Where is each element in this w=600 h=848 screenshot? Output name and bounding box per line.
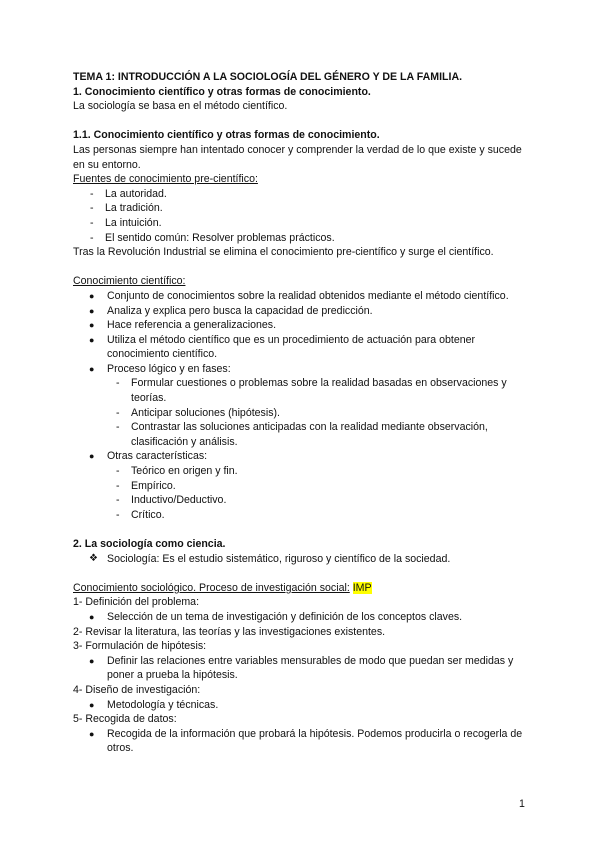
list-item: - La intuición. [90, 216, 162, 229]
section-1-1-paragraph: Las personas siempre han intentado conocer y comprender la verdad de lo que existe y sucede en su entorno. [73, 143, 522, 171]
list-item: - Anticipar soluciones (hipótesis). [116, 406, 280, 419]
list-item: - Formular cuestiones o problemas sobre la realidad basadas en observaciones y teorías. [116, 377, 507, 405]
list-item: - Empírico. [116, 479, 176, 492]
list-item: ● Conjunto de conocimientos sobre la realidad obtenidos mediante el método científico. [89, 289, 509, 302]
list-item: - Crítico. [116, 508, 165, 521]
research-step: 3- Formulación de hipótesis: [73, 640, 207, 653]
list-item: ● Otras características: [89, 450, 208, 463]
industrial-revolution-note: Tras la Revolución Industrial se elimina el conocimiento pre-científico y surge el científico. [73, 246, 494, 259]
list-item: - La autoridad. [90, 187, 167, 200]
research-step: 5- Recogida de datos: [73, 713, 177, 726]
list-item: - Inductivo/Deductivo. [116, 494, 227, 507]
list-item: ● Proceso lógico y en fases: [89, 362, 231, 375]
list-item: - La tradición. [90, 202, 163, 215]
list-item: - Teórico en origen y fin. [116, 465, 238, 478]
research-process-label: Conocimiento sociológico. Proceso de investigación social: IMP [73, 581, 372, 594]
research-step: 2- Revisar la literatura, las teorías y las investigaciones existentes. [73, 625, 386, 638]
document-title: TEMA 1: INTRODUCCIÓN A LA SOCIOLOGÍA DEL GÉNERO Y DE LA FAMILIA. [73, 71, 463, 83]
list-item: ● Metodología y técnicas. [89, 698, 219, 711]
list-item: - El sentido común: Resolver problemas prácticos. [90, 231, 335, 244]
list-item: - Contrastar las soluciones anticipadas con la realidad mediante observación, clasificación y análisis. [116, 421, 488, 448]
list-item: ● Recogida de la información que probará la hipótesis. Podemos producirla o recogerla de otros. [89, 727, 523, 755]
research-step: 4- Diseño de investigación: [73, 683, 201, 696]
list-item: ● Hace referencia a generalizaciones. [89, 319, 277, 332]
document-page [73, 70, 533, 756]
list-item: ● Utiliza el método científico que es un procedimiento de actuación para obtener conocimiento científico. [89, 333, 476, 361]
list-item: ❖ Sociología: Es el estudio sistemático, riguroso y científico de la sociedad. [89, 552, 451, 565]
scientific-knowledge-label: Conocimiento científico: [73, 275, 186, 288]
section-1-1-heading: 1.1. Conocimiento científico y otras formas de conocimiento. [73, 129, 380, 142]
important-highlight: IMP [352, 581, 372, 594]
section-1-intro: La sociología se basa en el método científico. [73, 100, 288, 113]
research-step: 1- Definición del problema: [73, 596, 200, 609]
section-2-heading: 2. La sociología como ciencia. [73, 538, 226, 550]
list-item: ● Selección de un tema de investigación y definición de los conceptos claves. [89, 610, 463, 623]
page-number: 1 [519, 798, 525, 810]
list-item: ● Definir las relaciones entre variables mensurables de modo que puedan ser medidas y poner a prueba la hipótesis. [89, 654, 514, 682]
list-item: ● Analiza y explica pero busca la capacidad de predicción. [89, 304, 373, 317]
section-1-heading: 1. Conocimiento científico y otras formas de conocimiento. [73, 85, 371, 98]
prescientific-sources-label: Fuentes de conocimiento pre-científico: [73, 173, 258, 186]
